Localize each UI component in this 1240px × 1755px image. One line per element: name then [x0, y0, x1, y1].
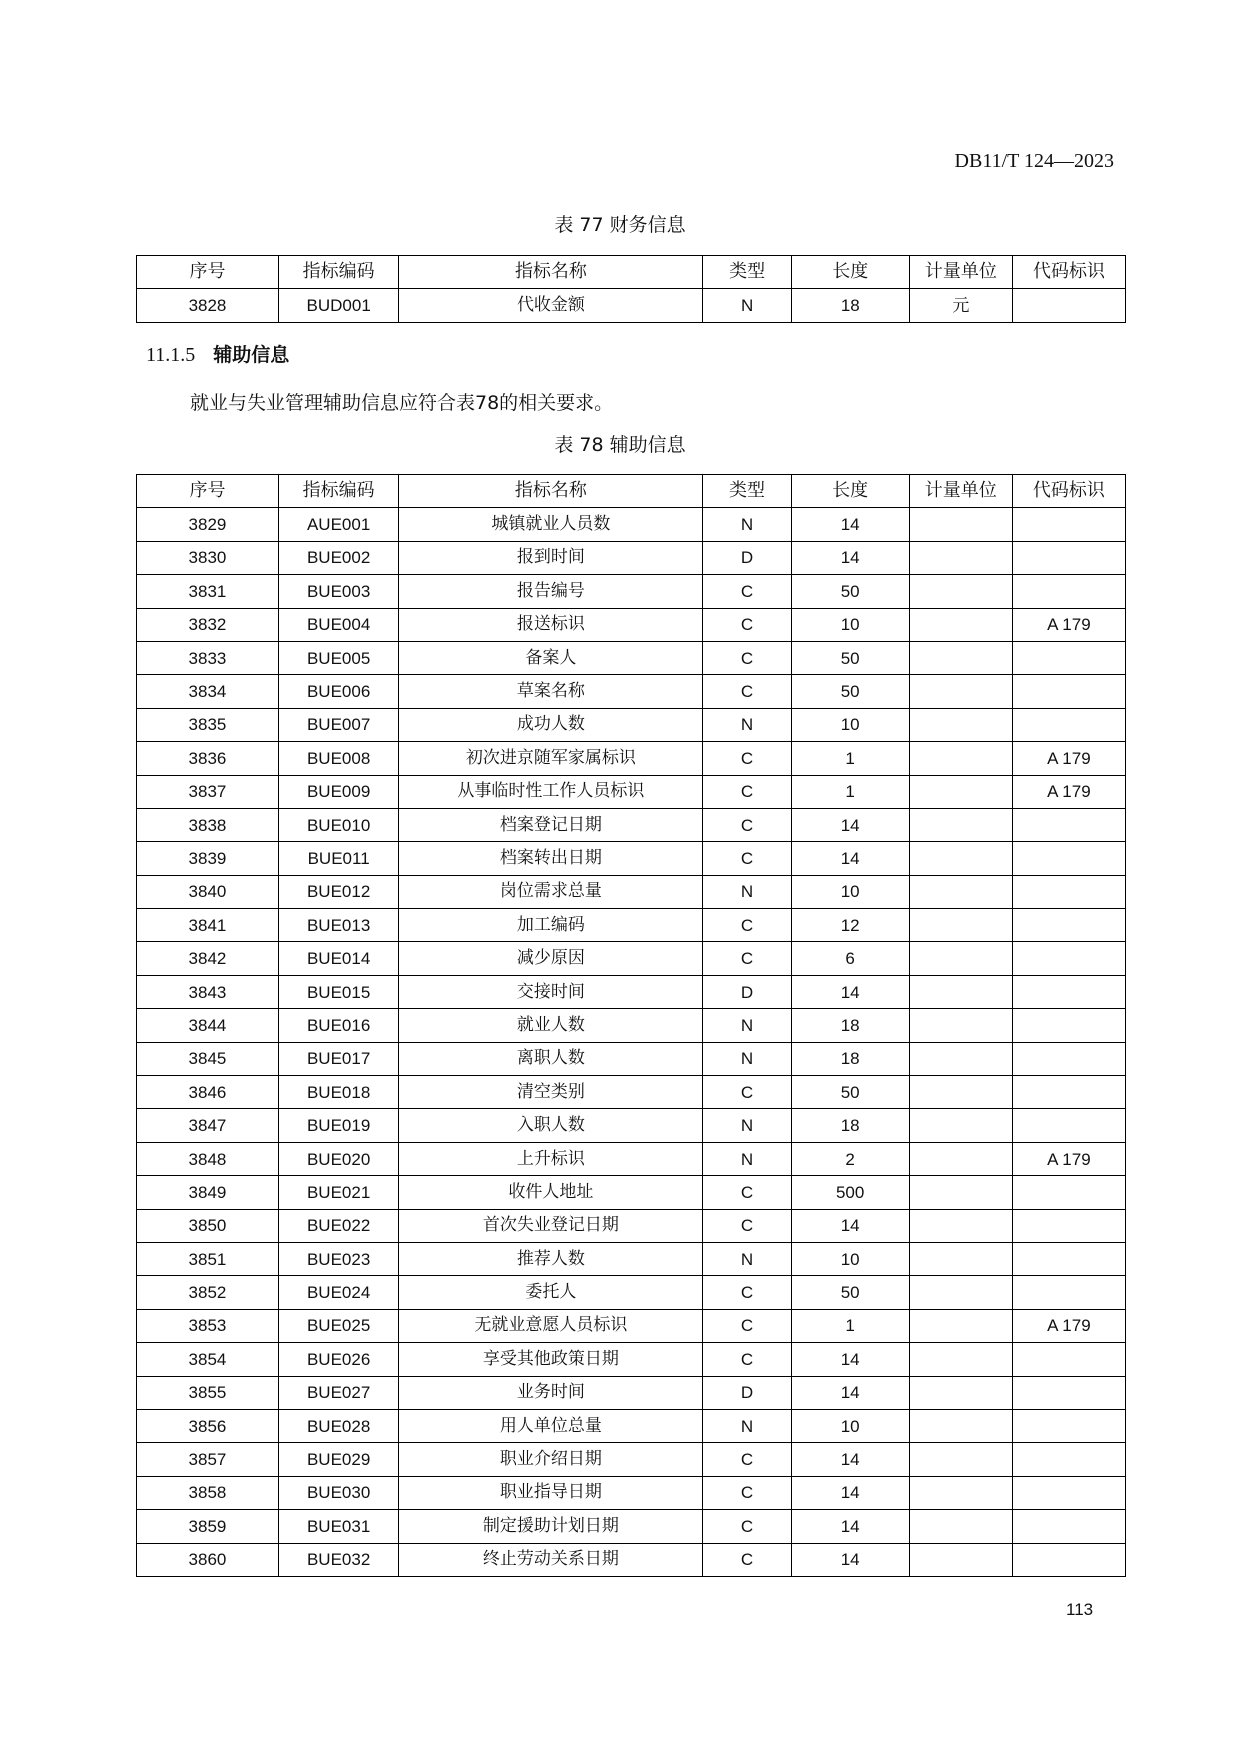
table-cell: BUE012 [278, 875, 398, 908]
table-cell: BUE028 [278, 1409, 398, 1442]
table-cell: 14 [791, 842, 909, 875]
table-cell: 3855 [137, 1376, 279, 1409]
column-header: 指标编码 [278, 256, 398, 289]
table-cell [1012, 942, 1125, 975]
table-cell: 减少原因 [399, 942, 703, 975]
table-row [137, 1476, 1126, 1509]
table-cell [909, 1543, 1012, 1576]
table-cell [1012, 541, 1125, 574]
table-cell: C [703, 808, 791, 841]
table-row [137, 575, 1126, 608]
table-cell: 3856 [137, 1409, 279, 1442]
table-cell [909, 1076, 1012, 1109]
table-cell: 14 [791, 1476, 909, 1509]
table-cell: N [703, 875, 791, 908]
table-cell: 3833 [137, 641, 279, 674]
table-cell [909, 1242, 1012, 1275]
table-row [137, 1309, 1126, 1342]
table-cell: 18 [791, 289, 909, 322]
table-cell: 3851 [137, 1242, 279, 1275]
table-cell [1012, 1543, 1125, 1576]
table-cell: BUE011 [278, 842, 398, 875]
table-cell [909, 1409, 1012, 1442]
table-cell [909, 975, 1012, 1008]
table-cell: 报送标识 [399, 608, 703, 641]
table-cell: BUE030 [278, 1476, 398, 1509]
table-cell: 3836 [137, 742, 279, 775]
table-cell: 首次失业登记日期 [399, 1209, 703, 1242]
table-cell: 城镇就业人员数 [399, 508, 703, 541]
table-cell: 10 [791, 608, 909, 641]
table-cell: BUE002 [278, 541, 398, 574]
table-cell [1012, 1076, 1125, 1109]
table-cell: 清空类别 [399, 1076, 703, 1109]
table-cell: BUE006 [278, 675, 398, 708]
table-cell [909, 1476, 1012, 1509]
table-cell: A 179 [1012, 1309, 1125, 1342]
table-cell: C [703, 1276, 791, 1309]
table-cell: 14 [791, 1510, 909, 1543]
section-heading [146, 340, 289, 367]
table-cell: 业务时间 [399, 1376, 703, 1409]
table-cell: N [703, 1109, 791, 1142]
table-cell: BUE007 [278, 708, 398, 741]
table-cell: N [703, 708, 791, 741]
table-cell [909, 1276, 1012, 1309]
table-row [137, 1142, 1126, 1175]
table-cell: 代收金额 [399, 289, 703, 322]
table-cell: 元 [909, 289, 1012, 322]
table-cell: 3858 [137, 1476, 279, 1509]
table-cell: 3835 [137, 708, 279, 741]
table-row [137, 1443, 1126, 1476]
table-cell: 3837 [137, 775, 279, 808]
table-cell: 14 [791, 1376, 909, 1409]
table-cell: 10 [791, 708, 909, 741]
table-cell: 档案转出日期 [399, 842, 703, 875]
table-cell: 2 [791, 1142, 909, 1175]
table-cell: 50 [791, 675, 909, 708]
table-cell: 14 [791, 1543, 909, 1576]
table-cell [909, 1042, 1012, 1075]
table-cell: 3852 [137, 1276, 279, 1309]
table-cell: C [703, 675, 791, 708]
table-cell: N [703, 1409, 791, 1442]
table-cell [909, 541, 1012, 574]
table-row [137, 541, 1126, 574]
table-row [137, 608, 1126, 641]
table-cell: 1 [791, 775, 909, 808]
table-cell: 3849 [137, 1176, 279, 1209]
table-cell: 18 [791, 1042, 909, 1075]
table-cell: 离职人数 [399, 1042, 703, 1075]
table-cell [909, 675, 1012, 708]
table-cell [909, 608, 1012, 641]
table-cell [1012, 1009, 1125, 1042]
table-cell: BUE014 [278, 942, 398, 975]
table-cell [909, 508, 1012, 541]
table-cell: D [703, 541, 791, 574]
table-cell [909, 575, 1012, 608]
table-cell: C [703, 942, 791, 975]
table-cell [1012, 842, 1125, 875]
table-row [137, 742, 1126, 775]
table-cell: 用人单位总量 [399, 1409, 703, 1442]
table-row [137, 1543, 1126, 1576]
table-row [137, 1276, 1126, 1309]
table-cell: C [703, 909, 791, 942]
table-cell: C [703, 1309, 791, 1342]
table-cell: C [703, 608, 791, 641]
table-cell [1012, 1343, 1125, 1376]
table-cell: C [703, 575, 791, 608]
table-cell [909, 842, 1012, 875]
table-cell: 初次进京随军家属标识 [399, 742, 703, 775]
column-header: 指标名称 [399, 475, 703, 508]
table-row [137, 975, 1126, 1008]
table-cell [1012, 1176, 1125, 1209]
table-cell [1012, 508, 1125, 541]
table-cell [1012, 1443, 1125, 1476]
table-cell [909, 1142, 1012, 1175]
table-cell: C [703, 1076, 791, 1109]
table-row [137, 1510, 1126, 1543]
column-header: 指标编码 [278, 475, 398, 508]
table-row [137, 1343, 1126, 1376]
table-cell [909, 1376, 1012, 1409]
table-cell [1012, 641, 1125, 674]
table-cell: BUE022 [278, 1209, 398, 1242]
table-cell: 报告编号 [399, 575, 703, 608]
table-cell: 3848 [137, 1142, 279, 1175]
column-header: 类型 [703, 256, 791, 289]
table-cell [909, 1309, 1012, 1342]
table-cell: 加工编码 [399, 909, 703, 942]
table-cell: BUE029 [278, 1443, 398, 1476]
table-cell: BUE027 [278, 1376, 398, 1409]
table-cell: 享受其他政策日期 [399, 1343, 703, 1376]
table-cell: 3853 [137, 1309, 279, 1342]
table-cell: BUE031 [278, 1510, 398, 1543]
column-header: 序号 [137, 475, 279, 508]
table-cell [909, 742, 1012, 775]
table-cell [1012, 808, 1125, 841]
table-cell: 3840 [137, 875, 279, 908]
table-cell [909, 1209, 1012, 1242]
table-cell: C [703, 742, 791, 775]
table-row [137, 1376, 1126, 1409]
table-cell: 6 [791, 942, 909, 975]
table-cell: C [703, 1343, 791, 1376]
column-header: 类型 [703, 475, 791, 508]
column-header: 计量单位 [909, 256, 1012, 289]
table-row [137, 1009, 1126, 1042]
table-cell: 18 [791, 1009, 909, 1042]
table-cell: 3847 [137, 1109, 279, 1142]
table-cell [909, 909, 1012, 942]
table-cell: 18 [791, 1109, 909, 1142]
column-header: 长度 [791, 475, 909, 508]
table-row [137, 909, 1126, 942]
section-paragraph: 就业与失业管理辅助信息应符合表78的相关要求。 [190, 392, 614, 414]
table-cell: C [703, 1443, 791, 1476]
table-cell: 推荐人数 [399, 1242, 703, 1275]
table-cell [909, 1443, 1012, 1476]
table-cell: 10 [791, 875, 909, 908]
table-cell: 报到时间 [399, 541, 703, 574]
table-cell [1012, 1109, 1125, 1142]
table-cell [1012, 909, 1125, 942]
table-cell: C [703, 842, 791, 875]
table-row [137, 289, 1126, 322]
table-cell: 50 [791, 1076, 909, 1109]
table-cell: 收件人地址 [399, 1176, 703, 1209]
table-cell: 14 [791, 541, 909, 574]
table-cell: D [703, 1376, 791, 1409]
table-cell [909, 1176, 1012, 1209]
table-cell [1012, 1409, 1125, 1442]
table-cell [1012, 1242, 1125, 1275]
table-cell: D [703, 975, 791, 1008]
table-cell: 50 [791, 575, 909, 608]
table-cell: N [703, 1009, 791, 1042]
column-header: 计量单位 [909, 475, 1012, 508]
table-cell: BUE024 [278, 1276, 398, 1309]
table-cell [909, 1009, 1012, 1042]
table-row [137, 1242, 1126, 1275]
table-cell: 上升标识 [399, 1142, 703, 1175]
table-cell: BUE016 [278, 1009, 398, 1042]
table-cell: C [703, 1543, 791, 1576]
table-cell: BUE023 [278, 1242, 398, 1275]
table-cell: 档案登记日期 [399, 808, 703, 841]
table-cell: N [703, 289, 791, 322]
table-cell: 从事临时性工作人员标识 [399, 775, 703, 808]
document-id: DB11/T 124—2023 [954, 150, 1114, 172]
table-cell: C [703, 1476, 791, 1509]
table-cell [909, 875, 1012, 908]
section-title: 辅助信息 [213, 344, 290, 366]
table-cell: 职业指导日期 [399, 1476, 703, 1509]
section-number: 11.1.5 [146, 344, 196, 366]
table-cell: BUE008 [278, 742, 398, 775]
table-row [137, 1409, 1126, 1442]
table-cell: 14 [791, 1209, 909, 1242]
table-cell: C [703, 1510, 791, 1543]
table-cell: 3829 [137, 508, 279, 541]
table-cell: 无就业意愿人员标识 [399, 1309, 703, 1342]
table-cell [1012, 1042, 1125, 1075]
table-cell: 终止劳动关系日期 [399, 1543, 703, 1576]
table-cell: 3850 [137, 1209, 279, 1242]
table-cell: BUE009 [278, 775, 398, 808]
table-cell: 12 [791, 909, 909, 942]
table-78-title: 表 78 辅助信息 [554, 434, 686, 456]
table-cell: 备案人 [399, 641, 703, 674]
table-cell: BUE010 [278, 808, 398, 841]
table-cell: 3860 [137, 1543, 279, 1576]
table-cell: 3844 [137, 1009, 279, 1042]
table-cell: 3838 [137, 808, 279, 841]
table-cell: 入职人数 [399, 1109, 703, 1142]
table-cell [909, 1510, 1012, 1543]
column-header: 序号 [137, 256, 279, 289]
table-cell: A 179 [1012, 775, 1125, 808]
table-cell: 制定援助计划日期 [399, 1510, 703, 1543]
table-cell: 10 [791, 1242, 909, 1275]
table-cell: 3842 [137, 942, 279, 975]
table-cell: 3839 [137, 842, 279, 875]
table-cell: BUE026 [278, 1343, 398, 1376]
table-cell: A 179 [1012, 608, 1125, 641]
table-cell: N [703, 1242, 791, 1275]
table-cell: 草案名称 [399, 675, 703, 708]
column-header: 长度 [791, 256, 909, 289]
table-cell: 14 [791, 975, 909, 1008]
table-cell [1012, 1476, 1125, 1509]
table-cell: 3831 [137, 575, 279, 608]
table-cell: C [703, 1176, 791, 1209]
table-row [137, 1209, 1126, 1242]
table-cell: 3857 [137, 1443, 279, 1476]
table-cell: 3841 [137, 909, 279, 942]
table-cell: BUE005 [278, 641, 398, 674]
table-cell: N [703, 508, 791, 541]
table-cell: BUE017 [278, 1042, 398, 1075]
table-cell: BUE021 [278, 1176, 398, 1209]
table-cell: 3846 [137, 1076, 279, 1109]
table-cell [1012, 875, 1125, 908]
table-row [137, 1109, 1126, 1142]
table-cell: 委托人 [399, 1276, 703, 1309]
table-cell [1012, 289, 1125, 322]
table-cell: 14 [791, 508, 909, 541]
table-cell: 14 [791, 808, 909, 841]
table-cell: 3834 [137, 675, 279, 708]
column-header: 代码标识 [1012, 256, 1125, 289]
table-cell: C [703, 1209, 791, 1242]
table-row [137, 808, 1126, 841]
table-cell [1012, 975, 1125, 1008]
table-cell [909, 1109, 1012, 1142]
table-row [137, 775, 1126, 808]
table-cell: 3859 [137, 1510, 279, 1543]
table-cell: BUE018 [278, 1076, 398, 1109]
table-cell [1012, 1209, 1125, 1242]
column-header: 指标名称 [399, 256, 703, 289]
table-78-auxiliary-info [136, 474, 1126, 1577]
table-cell: BUE032 [278, 1543, 398, 1576]
table-row [137, 675, 1126, 708]
table-cell: 3832 [137, 608, 279, 641]
table-cell: A 179 [1012, 742, 1125, 775]
table-cell: 职业介绍日期 [399, 1443, 703, 1476]
table-row [137, 708, 1126, 741]
table-cell [1012, 1510, 1125, 1543]
table-cell: 1 [791, 742, 909, 775]
table-cell: 14 [791, 1343, 909, 1376]
table-77-title: 表 77 财务信息 [554, 214, 686, 236]
table-cell [1012, 675, 1125, 708]
table-cell: 500 [791, 1176, 909, 1209]
table-cell: C [703, 775, 791, 808]
table-cell: A 179 [1012, 1142, 1125, 1175]
table-cell [909, 775, 1012, 808]
table-cell [1012, 1276, 1125, 1309]
table-row [137, 641, 1126, 674]
table-cell: BUE004 [278, 608, 398, 641]
table-cell: C [703, 641, 791, 674]
table-cell [909, 808, 1012, 841]
table-row [137, 1176, 1126, 1209]
table-cell: N [703, 1042, 791, 1075]
table-cell [909, 1343, 1012, 1376]
table-row [137, 942, 1126, 975]
table-cell [1012, 1376, 1125, 1409]
table-cell [909, 641, 1012, 674]
table-cell: BUE025 [278, 1309, 398, 1342]
table-cell: 岗位需求总量 [399, 875, 703, 908]
table-row [137, 508, 1126, 541]
table-cell: 交接时间 [399, 975, 703, 1008]
table-cell: 50 [791, 641, 909, 674]
table-row [137, 875, 1126, 908]
table-cell: BUE020 [278, 1142, 398, 1175]
table-cell: 3828 [137, 289, 279, 322]
table-cell: 3843 [137, 975, 279, 1008]
table-row [137, 842, 1126, 875]
table-cell: BUE013 [278, 909, 398, 942]
table-cell: 3830 [137, 541, 279, 574]
table-cell: N [703, 1142, 791, 1175]
table-77-financial-info [136, 255, 1126, 323]
table-cell: BUE003 [278, 575, 398, 608]
table-cell: 3845 [137, 1042, 279, 1075]
table-cell: AUE001 [278, 508, 398, 541]
table-cell: 成功人数 [399, 708, 703, 741]
table-cell: 1 [791, 1309, 909, 1342]
table-cell: 14 [791, 1443, 909, 1476]
table-cell: 10 [791, 1409, 909, 1442]
table-row [137, 1076, 1126, 1109]
column-header: 代码标识 [1012, 475, 1125, 508]
table-cell [909, 708, 1012, 741]
table-cell: 50 [791, 1276, 909, 1309]
table-cell [1012, 708, 1125, 741]
table-cell: 就业人数 [399, 1009, 703, 1042]
table-cell: BUE019 [278, 1109, 398, 1142]
table-cell: 3854 [137, 1343, 279, 1376]
table-cell: BUD001 [278, 289, 398, 322]
table-cell [909, 942, 1012, 975]
table-cell: BUE015 [278, 975, 398, 1008]
table-cell [1012, 575, 1125, 608]
table-row [137, 1042, 1126, 1075]
page-number: 113 [1066, 1600, 1094, 1619]
